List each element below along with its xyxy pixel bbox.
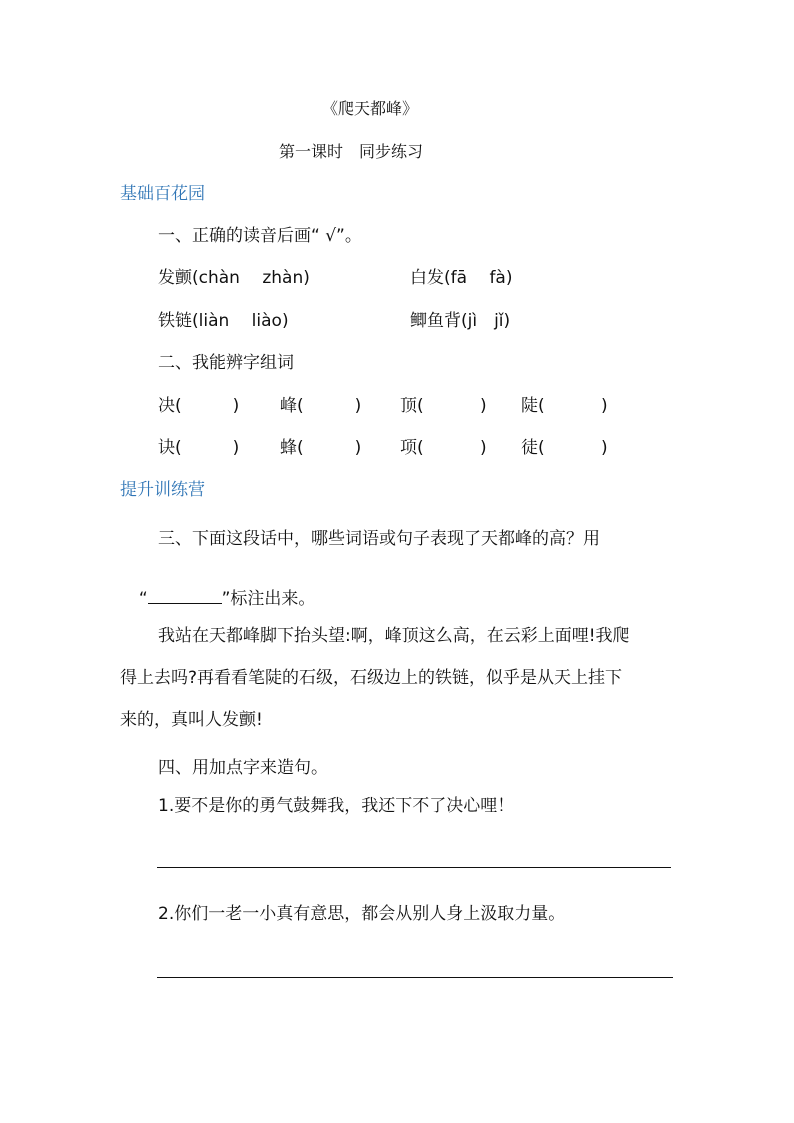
q1-item-1: 发颤(chàn zhàn) [158, 268, 310, 288]
answer-line-2[interactable] [157, 977, 673, 978]
passage-line: 来的，真叫人发颤! [120, 710, 263, 730]
q2-cell: 项( ) [400, 438, 487, 458]
passage-line: 得上去吗?再看看笔陡的石级，石级边上的铁链，似乎是从天上挂下 [120, 668, 623, 688]
q1-heading: 一、正确的读音后画“ √”。 [158, 226, 362, 246]
doc-title: 《爬天都峰》 [322, 99, 419, 118]
section-basic: 基础百花园 [120, 184, 205, 204]
q2-cell: 决( ) [158, 396, 240, 416]
q2-cell: 徒( ) [521, 438, 608, 458]
q3-heading: 三、下面这段话中，哪些词语或句子表现了天都峰的高？用 [158, 529, 600, 549]
q4-sentence-2: 2.你们一老一小真有意思，都会从别人身上汲取力量。 [158, 904, 566, 924]
q3-heading-cont [128, 574, 315, 608]
q1-item-3: 铁链(liàn liào) [158, 311, 289, 331]
q4-heading: 四、用加点字来造句。 [158, 758, 328, 778]
q2-cell: 诀( ) [158, 438, 240, 458]
q1-item-4: 鲫鱼背(jì jǐ) [410, 311, 511, 331]
q4-sentence-1: 1.要不是你的勇气鼓舞我，我还下不了决心哩！ [158, 796, 515, 816]
q2-cell: 陡( ) [521, 396, 608, 416]
passage-line: 我站在天都峰脚下抬头望:啊，峰顶这么高，在云彩上面哩!我爬 [158, 626, 630, 646]
section-advanced: 提升训练营 [120, 480, 205, 500]
open-quote: “ [138, 589, 148, 609]
q2-cell: 峰( ) [280, 396, 362, 416]
answer-line-1[interactable] [157, 867, 671, 868]
q2-heading: 二、我能辨字组词 [158, 353, 294, 373]
underline-sample [148, 591, 222, 604]
q2-cell: 顶( ) [400, 396, 487, 416]
close-quote-text: ”标注出来。 [221, 589, 316, 609]
q2-cell: 蜂( ) [280, 438, 362, 458]
doc-subtitle: 第一课时 同步练习 [279, 142, 424, 161]
q1-item-2: 白发(fā fà) [410, 268, 513, 288]
